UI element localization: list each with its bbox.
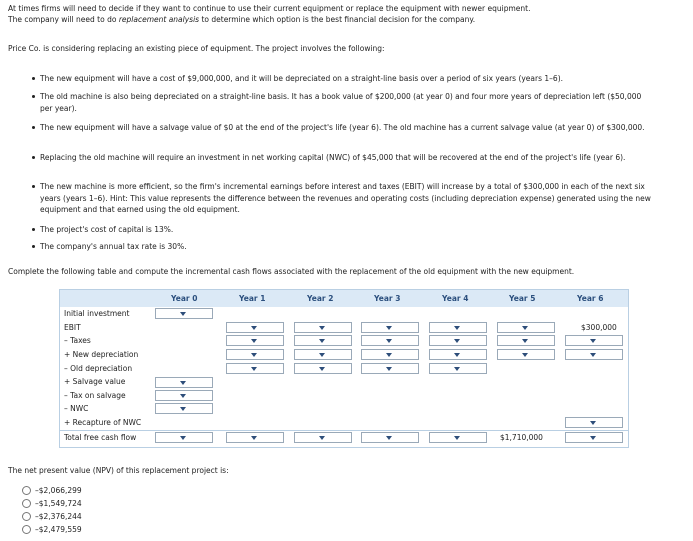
row-label-tax-on-salvage: – Tax on salvage [64, 391, 126, 400]
bullet-dot [30, 182, 38, 190]
dropdown-taxes-y4[interactable] [429, 335, 487, 346]
row-label-salvage-value: + Salvage value [64, 377, 126, 386]
bullet-nwc: Replacing the old machine will require an investment in net working capital (NWC) of $45,000 that will be recovered at the end of the project's life (year 6). [40, 153, 626, 162]
chevron-down-icon [522, 339, 528, 343]
chevron-down-icon [251, 367, 257, 371]
chevron-down-icon [319, 339, 325, 343]
chevron-down-icon [180, 394, 186, 398]
total-fcf-y5-value: $1,710,000 [500, 433, 543, 442]
bullet-dot [30, 225, 38, 233]
dropdown-new-dep-y6[interactable] [565, 349, 623, 360]
npv-option-radio-1[interactable] [22, 486, 31, 495]
dropdown-recapture-nwc-y6[interactable] [565, 417, 623, 428]
chevron-down-icon [251, 436, 257, 440]
dropdown-ebit-y2[interactable] [294, 322, 352, 333]
chevron-down-icon [454, 326, 460, 330]
dropdown-new-dep-y3[interactable] [361, 349, 419, 360]
dropdown-taxes-y1[interactable] [226, 335, 284, 346]
row-label-taxes: – Taxes [64, 336, 91, 345]
total-row-divider [60, 430, 628, 431]
chevron-down-icon [454, 353, 460, 357]
bullet-dot [30, 242, 38, 250]
chevron-down-icon [251, 339, 257, 343]
chevron-down-icon [180, 407, 186, 411]
bullet-old-machine-depreciation: The old machine is also being depreciated on a straight-line basis. It has a book value of $200,000 (at year 0) and four more years of depreciation left ($50,000 per year). [40, 92, 642, 113]
dropdown-ebit-y1[interactable] [226, 322, 284, 333]
dropdown-total-fcf-y1[interactable] [226, 432, 284, 443]
dropdown-initial-investment-y0[interactable] [155, 308, 213, 319]
intro-line-2-post: to determine which option is the best financial decision for the company. [199, 15, 476, 24]
dropdown-salvage-value-y0[interactable] [155, 377, 213, 388]
dropdown-total-fcf-y6[interactable] [565, 432, 623, 443]
replacement-analysis-term: replacement analysis [118, 15, 200, 24]
npv-option-radio-4[interactable] [22, 525, 31, 534]
row-label-old-depreciation: – Old depreciation [64, 364, 133, 373]
dropdown-ebit-y4[interactable] [429, 322, 487, 333]
dropdown-tax-on-salvage-y0[interactable] [155, 390, 213, 401]
chevron-down-icon [386, 339, 392, 343]
dropdown-taxes-y2[interactable] [294, 335, 352, 346]
chevron-down-icon [319, 367, 325, 371]
chevron-down-icon [386, 353, 392, 357]
table-instruction: Complete the following table and compute the incremental cash flows associated with the replacement of the old equipment with the new equipment. [8, 267, 575, 276]
row-label-nwc: – NWC [64, 404, 89, 413]
bullet-ebit: The new machine is more efficient, so the firm's incremental earnings before interest and taxes (EBIT) will increase by a total of $300,000 in each of the next six years (years 1–6). Hint: This value represents the difference between the revenues and operating costs (including depreciation expense) generated using the new equipment and that earned using the old equipment. [40, 182, 651, 215]
intro-line-2 [8, 14, 475, 25]
chevron-down-icon [319, 326, 325, 330]
dropdown-taxes-y3[interactable] [361, 335, 419, 346]
chevron-down-icon [319, 436, 325, 440]
chevron-down-icon [590, 353, 596, 357]
table-header-bar [60, 290, 628, 307]
intro-line-2-pre: The company will need to do [8, 15, 119, 24]
dropdown-total-fcf-y2[interactable] [294, 432, 352, 443]
col-header-year-1: Year 1 [239, 294, 266, 303]
chevron-down-icon [590, 421, 596, 425]
dropdown-nwc-y0[interactable] [155, 403, 213, 414]
row-label-recapture-nwc: + Recapture of NWC [64, 418, 142, 427]
row-label-new-depreciation: + New depreciation [64, 350, 139, 359]
row-label-ebit: EBIT [64, 323, 81, 332]
chevron-down-icon [386, 436, 392, 440]
npv-question: The net present value (NPV) of this replacement project is: [8, 466, 229, 475]
npv-option-label-2[interactable]: –$1,549,724 [35, 499, 82, 508]
dropdown-taxes-y5[interactable] [497, 335, 555, 346]
dropdown-new-dep-y1[interactable] [226, 349, 284, 360]
chevron-down-icon [251, 326, 257, 330]
row-label-total-fcf: Total free cash flow [64, 433, 137, 442]
npv-option-label-1[interactable]: –$2,066,299 [35, 486, 82, 495]
chevron-down-icon [522, 326, 528, 330]
col-header-year-0: Year 0 [171, 294, 198, 303]
bullet-dot [30, 123, 38, 131]
dropdown-old-dep-y4[interactable] [429, 363, 487, 374]
dropdown-taxes-y6[interactable] [565, 335, 623, 346]
chevron-down-icon [180, 436, 186, 440]
bullet-dot [30, 153, 38, 161]
chevron-down-icon [319, 353, 325, 357]
row-label-initial-investment: Initial investment [64, 309, 130, 318]
bullet-cost-of-capital: The project's cost of capital is 13%. [40, 225, 174, 234]
cash-flow-table [59, 289, 629, 448]
col-header-year-6: Year 6 [577, 294, 604, 303]
dropdown-total-fcf-y3[interactable] [361, 432, 419, 443]
chevron-down-icon [386, 367, 392, 371]
chevron-down-icon [386, 326, 392, 330]
dropdown-new-dep-y2[interactable] [294, 349, 352, 360]
bullet-tax-rate: The company's annual tax rate is 30%. [40, 242, 187, 251]
npv-option-radio-3[interactable] [22, 512, 31, 521]
dropdown-new-dep-y5[interactable] [497, 349, 555, 360]
dropdown-ebit-y3[interactable] [361, 322, 419, 333]
npv-option-label-3[interactable]: –$2,376,244 [35, 512, 82, 521]
chevron-down-icon [251, 353, 257, 357]
chevron-down-icon [590, 436, 596, 440]
npv-option-radio-2[interactable] [22, 499, 31, 508]
chevron-down-icon [590, 339, 596, 343]
chevron-down-icon [180, 381, 186, 385]
dropdown-ebit-y5[interactable] [497, 322, 555, 333]
intro-line-1: At times firms will need to decide if they want to continue to use their current equipment or replace the equipment with newer equipment. [8, 4, 531, 13]
dropdown-total-fcf-y4[interactable] [429, 432, 487, 443]
npv-option-label-4[interactable]: –$2,479,559 [35, 525, 82, 534]
bullet-dot [30, 92, 38, 100]
chevron-down-icon [180, 312, 186, 316]
chevron-down-icon [454, 436, 460, 440]
col-header-year-5: Year 5 [509, 294, 536, 303]
chevron-down-icon [522, 353, 528, 357]
dropdown-old-dep-y2[interactable] [294, 363, 352, 374]
dropdown-new-dep-y4[interactable] [429, 349, 487, 360]
chevron-down-icon [454, 367, 460, 371]
dropdown-old-dep-y3[interactable] [361, 363, 419, 374]
col-header-year-4: Year 4 [442, 294, 469, 303]
chevron-down-icon [454, 339, 460, 343]
bullet-salvage-values: The new equipment will have a salvage value of $0 at the end of the project's life (year 6). The old machine has a current salvage value (at year 0) of $300,000. [40, 123, 645, 132]
col-header-year-2: Year 2 [307, 294, 334, 303]
bullet-dot [30, 74, 38, 82]
scenario-text: Price Co. is considering replacing an existing piece of equipment. The project involves the following: [8, 44, 385, 53]
col-header-year-3: Year 3 [374, 294, 401, 303]
dropdown-total-fcf-y0[interactable] [155, 432, 213, 443]
dropdown-old-dep-y1[interactable] [226, 363, 284, 374]
bullet-new-equipment-cost: The new equipment will have a cost of $9,000,000, and it will be depreciated on a straight-line basis over a period of six years (years 1–6). [40, 74, 564, 83]
ebit-y6-value: $300,000 [581, 323, 617, 332]
